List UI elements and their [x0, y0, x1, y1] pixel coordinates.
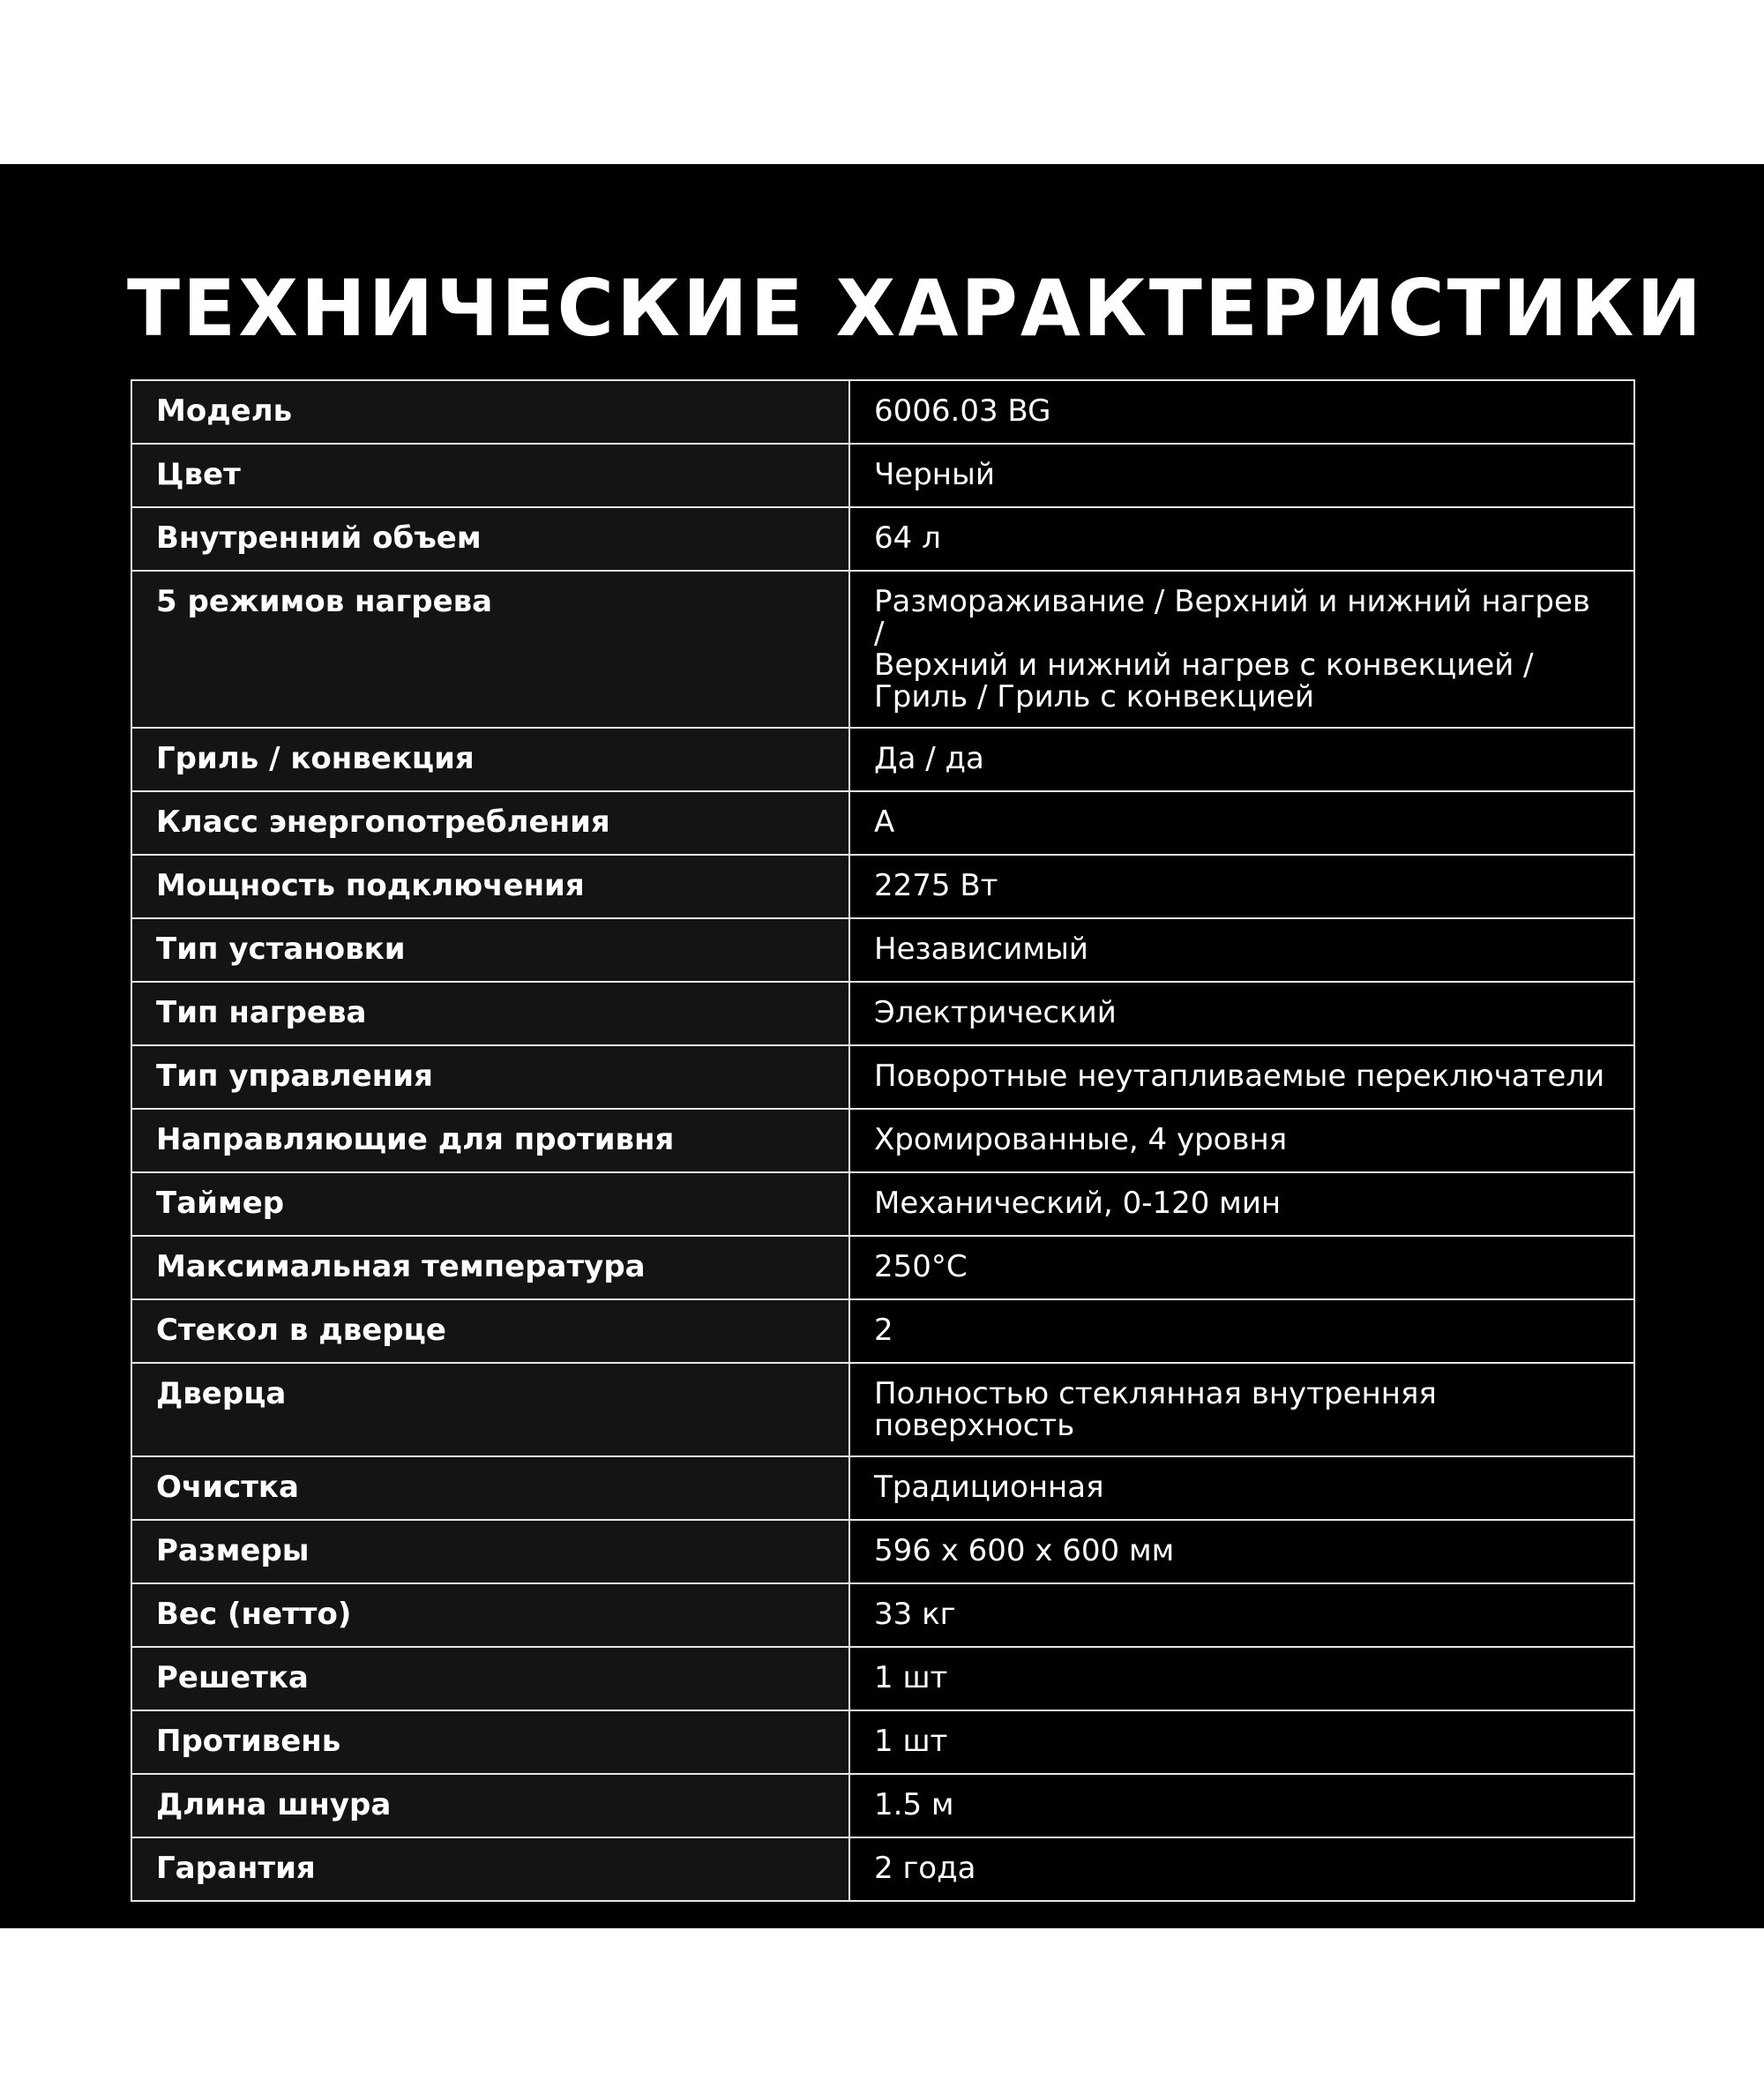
spec-value: 64 л [849, 507, 1634, 571]
spec-value: 250°C [849, 1236, 1634, 1299]
spec-value: Полностью стеклянная внутренняя поверхность [849, 1363, 1634, 1456]
spec-row-dimensions [131, 1520, 1634, 1583]
spec-label: Противень [131, 1710, 849, 1774]
spec-value: 6006.03 BG [849, 380, 1634, 444]
spec-value: Традиционная [849, 1456, 1634, 1520]
spec-value: 2 [849, 1299, 1634, 1363]
spec-label: Класс энергопотребления [131, 791, 849, 855]
spec-row-model [131, 380, 1634, 444]
spec-value: Черный [849, 444, 1634, 507]
spec-row-weight [131, 1583, 1634, 1647]
spec-value: 2275 Вт [849, 855, 1634, 918]
spec-row-heating-type [131, 982, 1634, 1045]
spec-label: 5 режимов нагрева [131, 571, 849, 728]
spec-row-grill-convection [131, 728, 1634, 791]
spec-label: Очистка [131, 1456, 849, 1520]
spec-value: Электрический [849, 982, 1634, 1045]
spec-value: 596 x 600 x 600 мм [849, 1520, 1634, 1583]
spec-row-heating-modes [131, 571, 1634, 728]
spec-label: Цвет [131, 444, 849, 507]
spec-value-line: Размораживание / Верхний и нижний нагрев / [874, 584, 1590, 651]
spec-label: Направляющие для противня [131, 1109, 849, 1172]
spec-value: Да / да [849, 728, 1634, 791]
spec-row-power [131, 855, 1634, 918]
spec-row-door-glasses [131, 1299, 1634, 1363]
spec-label: Тип установки [131, 918, 849, 982]
spec-row-energy-class [131, 791, 1634, 855]
spec-label: Таймер [131, 1172, 849, 1236]
spec-label: Решетка [131, 1647, 849, 1710]
spec-label: Вес (нетто) [131, 1583, 849, 1647]
spec-row-timer [131, 1172, 1634, 1236]
spec-value: 1 шт [849, 1647, 1634, 1710]
spec-row-color [131, 444, 1634, 507]
spec-value: A [849, 791, 1634, 855]
spec-label: Тип управления [131, 1045, 849, 1109]
spec-value [849, 571, 1634, 728]
spec-label: Гарантия [131, 1837, 849, 1901]
spec-row-door [131, 1363, 1634, 1456]
spec-value: 33 кг [849, 1583, 1634, 1647]
spec-value-line: Гриль / Гриль с конвекцией [874, 679, 1315, 715]
spec-value: Механический, 0-120 мин [849, 1172, 1634, 1236]
spec-label: Гриль / конвекция [131, 728, 849, 791]
spec-row-cleaning [131, 1456, 1634, 1520]
spec-value: 1 шт [849, 1710, 1634, 1774]
spec-label: Дверца [131, 1363, 849, 1456]
spec-label: Внутренний объем [131, 507, 849, 571]
spec-label: Мощность подключения [131, 855, 849, 918]
spec-row-tray [131, 1710, 1634, 1774]
spec-row-control-type [131, 1045, 1634, 1109]
spec-row-rack [131, 1647, 1634, 1710]
spec-label: Длина шнура [131, 1774, 849, 1837]
spec-row-tray-guides [131, 1109, 1634, 1172]
spec-row-max-temperature [131, 1236, 1634, 1299]
spec-row-cord-length [131, 1774, 1634, 1837]
page-title: ТЕХНИЧЕСКИЕ ХАРАКТЕРИСТИКИ [127, 263, 1705, 354]
spec-label: Модель [131, 380, 849, 444]
spec-value: Поворотные неутапливаемые переключатели [849, 1045, 1634, 1109]
spec-row-volume [131, 507, 1634, 571]
spec-row-warranty [131, 1837, 1634, 1901]
spec-value: Хромированные, 4 уровня [849, 1109, 1634, 1172]
spec-value: Независимый [849, 918, 1634, 982]
spec-value: 2 года [849, 1837, 1634, 1901]
spec-label: Тип нагрева [131, 982, 849, 1045]
spec-value-line: Верхний и нижний нагрев с конвекцией / [874, 647, 1534, 683]
spec-label: Стекол в дверце [131, 1299, 849, 1363]
spec-row-installation [131, 918, 1634, 982]
spec-table [131, 379, 1635, 1902]
spec-value: 1.5 м [849, 1774, 1634, 1837]
spec-label: Максимальная температура [131, 1236, 849, 1299]
spec-label: Размеры [131, 1520, 849, 1583]
